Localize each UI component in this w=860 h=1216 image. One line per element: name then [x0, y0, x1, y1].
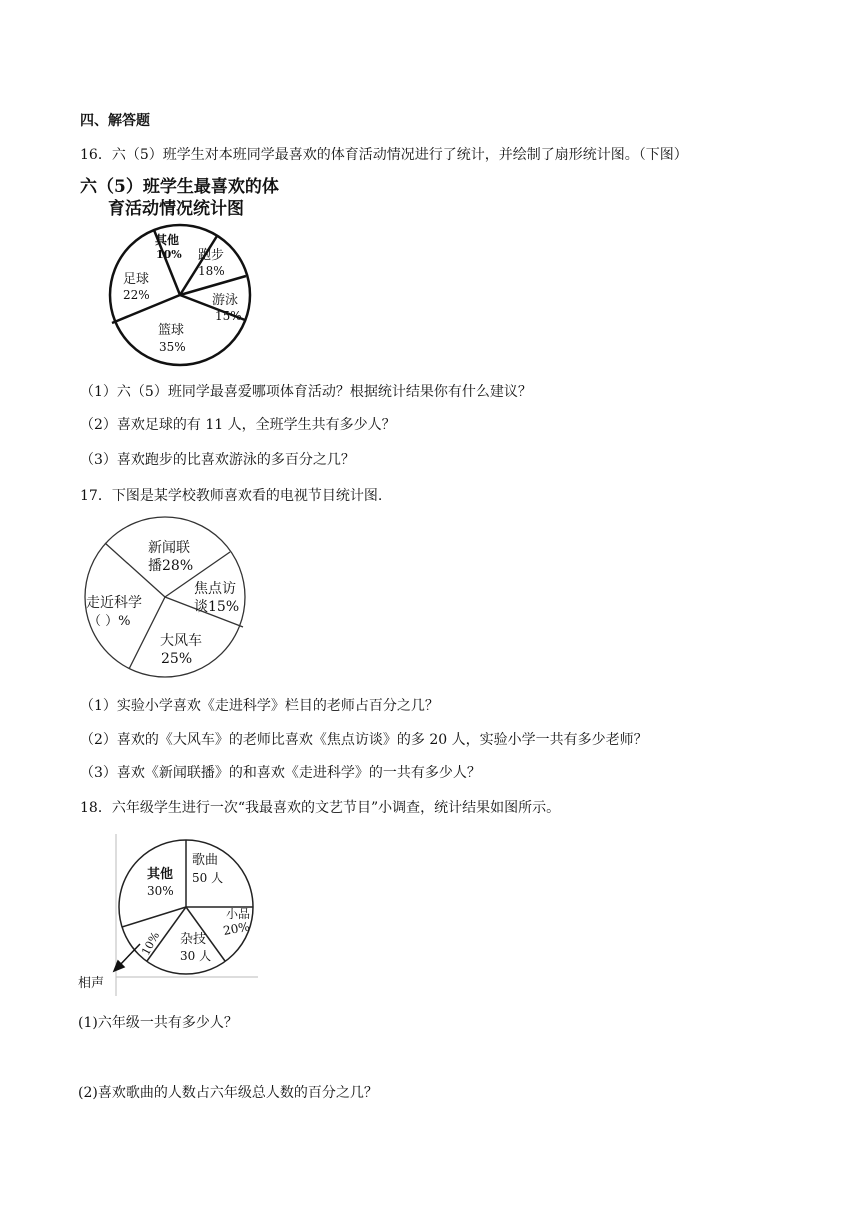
slice-label-focus-line2: 谈15% — [194, 599, 240, 615]
q16-sub3: （3）喜欢跑步的比喜欢游泳的多百分之几？ — [80, 452, 355, 468]
section-heading: 四、解答题 — [80, 113, 150, 129]
slice-label-science-line2: （ ）% — [88, 614, 131, 629]
slice-label-news-line1: 新闻联 — [148, 540, 190, 556]
slice-label-acrobatics-value: 30 人 — [180, 949, 212, 963]
q16-sub1: （1）六（5）班同学最喜爱哪项体育活动？根据统计结果你有什么建议？ — [80, 384, 532, 400]
slice-label-basketball-name: 篮球 — [158, 323, 185, 338]
q16-chart-title-line2: 育活动情况统计图 — [108, 199, 244, 219]
slice-label-football-value: 22% — [123, 288, 150, 302]
q18-sub2: (2)喜欢歌曲的人数占六年级总人数的百分之几？ — [78, 1085, 378, 1101]
q16-sub2: （2）喜欢足球的有 11 人，全班学生共有多少人？ — [80, 417, 396, 433]
slice-label-swimming-name: 游泳 — [212, 293, 239, 308]
q18-pie-chart — [78, 834, 268, 996]
slice-label-windmill-line2: 25% — [161, 651, 193, 667]
slice-label-song-value: 50 人 — [192, 871, 224, 885]
q17-pie-chart — [84, 516, 248, 680]
slice-label-basketball-value: 35% — [159, 340, 186, 354]
q17-stem: 17．下图是某学校教师喜欢看的电视节目统计图. — [80, 488, 383, 504]
q17-sub2: （2）喜欢的《大风车》的老师比喜欢《焦点访谈》的多 20 人，实验小学一共有多少老师？ — [80, 732, 648, 748]
slice-label-skit-name: 小品 — [226, 907, 251, 921]
slice-label-science-line1: 走近科学 — [86, 595, 142, 611]
slice-label-news-line2: 播28% — [148, 558, 194, 574]
pie-labels — [139, 853, 251, 963]
q18-stem: 18．六年级学生进行一次“我最喜欢的文艺节目”小调查，统计结果如图所示。 — [80, 800, 561, 816]
slice-label-other-value: 10% — [156, 248, 182, 261]
q18-sub1: (1)六年级一共有多少人？ — [78, 1015, 238, 1031]
slice-label-football-name: 足球 — [123, 272, 150, 287]
slice-label-other-value: 30% — [147, 884, 174, 898]
slice-label-crosstalk-value: 10% — [139, 929, 163, 958]
slice-label-running-name: 跑步 — [198, 248, 225, 263]
slice-label-other-name: 其他 — [155, 233, 180, 247]
q16-stem: 16．六（5）班学生对本班同学最喜欢的体育活动情况进行了统计，并绘制了扇形统计图。（下图） — [80, 147, 688, 163]
slice-label-acrobatics-name: 杂技 — [180, 932, 207, 947]
leader-arrow — [114, 944, 140, 971]
slice-label-song-name: 歌曲 — [192, 853, 219, 868]
slice-label-other-name: 其他 — [147, 867, 174, 882]
slice-label-windmill-line1: 大风车 — [160, 633, 202, 649]
slice-label-swimming-value: 15% — [215, 309, 242, 323]
q16-pie-chart — [100, 218, 260, 378]
q17-sub1: （1）实验小学喜欢《走进科学》栏目的老师占百分之几？ — [80, 698, 439, 714]
q16-chart-title-line1: 六（5）班学生最喜欢的体 — [80, 177, 279, 197]
q18-outside-label-crosstalk: 相声 — [78, 976, 105, 991]
q17-sub3: （3）喜欢《新闻联播》的和喜欢《走进科学》的一共有多少人？ — [80, 765, 481, 781]
slice-label-focus-line1: 焦点访 — [194, 581, 236, 597]
slice-label-running-value: 18% — [198, 264, 225, 278]
slice-label-skit-value: 20% — [222, 919, 251, 938]
